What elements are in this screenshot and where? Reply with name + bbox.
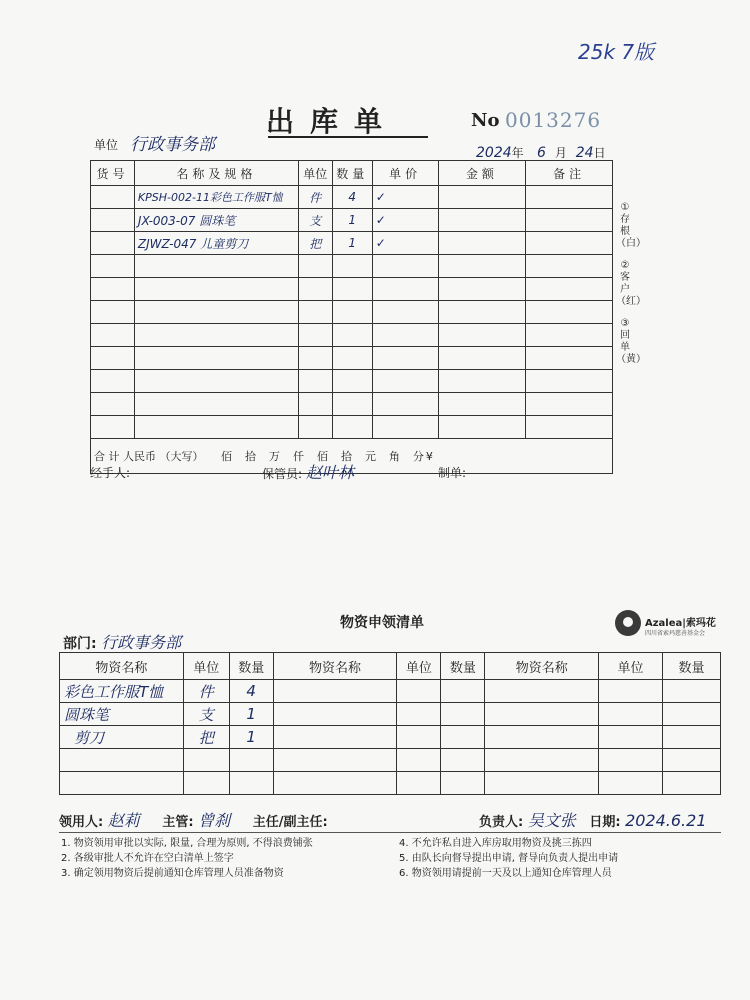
date-month: 6: [537, 145, 546, 161]
divider: [59, 832, 721, 833]
table-row: [91, 324, 613, 347]
item-qty: 1: [332, 232, 372, 255]
unit-label: 单位: [94, 138, 119, 152]
item-unit: 件: [298, 186, 332, 209]
item-qty: 1: [332, 209, 372, 232]
recipient-signature: 赵莉: [107, 811, 140, 830]
outbound-slip: [78, 72, 646, 492]
title-underline: [268, 136, 428, 138]
copy-label: ③回单（黄）: [616, 318, 646, 365]
item-unit: 把: [298, 232, 332, 255]
col-header: 名称及规格: [134, 161, 298, 186]
table-row: [60, 772, 721, 795]
keeper-field: [262, 460, 354, 483]
copy-labels: [616, 202, 646, 376]
azalea-logo: [615, 610, 725, 640]
table-row: [91, 301, 613, 324]
director-label: 主任/副主任:: [252, 815, 328, 830]
responsible-label: 负责人:: [479, 815, 524, 830]
item-qty: 1: [229, 726, 273, 749]
item-unit: 件: [183, 680, 229, 703]
item-name: 剪刀: [60, 726, 184, 749]
item-name: JX-003-07 圆珠笔: [134, 209, 298, 232]
table-row: [60, 749, 721, 772]
form-title: 物资申领清单: [340, 615, 424, 631]
col-header: 单位: [183, 653, 229, 680]
supervisor-signature: 曾刹: [198, 811, 231, 830]
rule-item: 2. 各级审批人不允许在空白清单上签字: [61, 853, 234, 864]
supervisor-label: 主管:: [162, 815, 194, 830]
responsible-signature: 吴文张: [527, 811, 576, 830]
item-name: 圆珠笔: [60, 703, 184, 726]
table-row: [91, 347, 613, 370]
slip-table: [90, 160, 613, 474]
item-unit: 支: [183, 703, 229, 726]
item-name: 彩色工作服T恤: [60, 680, 184, 703]
logo-subtitle: 四川省索玛慈善基金会: [645, 630, 706, 637]
item-unit: 支: [298, 209, 332, 232]
table-header-row: [91, 161, 613, 186]
check-mark: ✓: [372, 232, 438, 255]
col-header: 数量: [441, 653, 485, 680]
requisition-table: [59, 652, 721, 795]
table-row: [60, 703, 721, 726]
total-units: 佰 拾 万 仟 佰 拾 元 角 分¥: [220, 450, 435, 463]
maker-label: 制单:: [438, 466, 467, 480]
col-header: 货号: [91, 161, 135, 186]
item-qty: 1: [229, 703, 273, 726]
table-row: [91, 393, 613, 416]
copy-label: ②客户（红）: [616, 260, 646, 307]
check-mark: ✓: [372, 186, 438, 209]
department-value: 行政事务部: [101, 633, 182, 652]
rules-right: [399, 836, 618, 881]
col-header: 数量: [663, 653, 721, 680]
item-qty: 4: [229, 680, 273, 703]
unit-value: 行政事务部: [130, 135, 215, 155]
date-year: 2024: [476, 145, 512, 161]
table-row: [91, 370, 613, 393]
rule-item: 3. 确定领用物资后提前通知仓库管理人员准备物资: [61, 868, 284, 879]
table-header-row: [60, 653, 721, 680]
handler-label: 经手人:: [90, 466, 131, 480]
date-day: 24: [575, 145, 594, 161]
total-label: 合 计 人民币: [94, 450, 156, 463]
col-header: 金额: [438, 161, 526, 186]
col-header: 备注: [526, 161, 613, 186]
col-header: 单价: [372, 161, 438, 186]
date-label: 日期:: [589, 815, 621, 830]
rule-item: 5. 由队长向督导提出申请, 督导向负责人提出申请: [399, 853, 619, 864]
table-row: [60, 726, 721, 749]
table-row: [91, 186, 613, 209]
department-field: [63, 630, 181, 653]
handwritten-note: 25k 7版: [578, 40, 655, 64]
table-row: [91, 416, 613, 439]
col-header: 单位: [397, 653, 441, 680]
col-header: 单位: [298, 161, 332, 186]
table-row: [60, 680, 721, 703]
col-header: 物资名称: [60, 653, 184, 680]
day-label: 日: [593, 146, 606, 160]
copy-label: ①存根（白）: [616, 202, 646, 249]
serial-number: 0013276: [505, 108, 602, 132]
total-caps: （大写）: [159, 450, 204, 463]
slip-date: [476, 144, 606, 161]
rule-item: 4. 不允许私自进入库房取用物资及挑三拣四: [399, 838, 592, 849]
col-header: 数量: [229, 653, 273, 680]
col-header: 物资名称: [485, 653, 599, 680]
month-label: 月: [554, 146, 567, 160]
check-mark: ✓: [372, 209, 438, 232]
year-label: 年: [511, 146, 524, 160]
serial-label: No: [471, 110, 500, 131]
rule-item: 6. 物资领用请提前一天及以上通知仓库管理人员: [399, 868, 612, 879]
table-row: [91, 232, 613, 255]
rule-item: 1. 物资领用审批以实际, 限量, 合理为原则, 不得浪费铺张: [61, 838, 313, 849]
item-name: ZJWZ-047 儿童剪刀: [134, 232, 298, 255]
signature-row: [59, 808, 721, 831]
keeper-label: 保管员:: [262, 467, 303, 481]
item-qty: 4: [332, 186, 372, 209]
col-header: 物资名称: [273, 653, 397, 680]
slip-title: 出库单: [266, 105, 399, 138]
department-label: 部门:: [63, 636, 97, 652]
rules-left: [61, 836, 313, 881]
col-header: 数量: [332, 161, 372, 186]
requisition-form: [55, 608, 725, 898]
date-value: 2024.6.21: [625, 811, 707, 830]
logo-text: Azalea|索玛花: [645, 618, 716, 629]
table-row: [91, 209, 613, 232]
flower-icon: [615, 610, 641, 636]
item-name: KPSH-002-11彩色工作服T恤: [134, 186, 298, 209]
keeper-signature: 赵叶林: [305, 463, 354, 482]
table-row: [91, 255, 613, 278]
item-unit: 把: [183, 726, 229, 749]
col-header: 单位: [599, 653, 663, 680]
recipient-label: 领用人:: [59, 815, 104, 830]
table-row: [91, 278, 613, 301]
